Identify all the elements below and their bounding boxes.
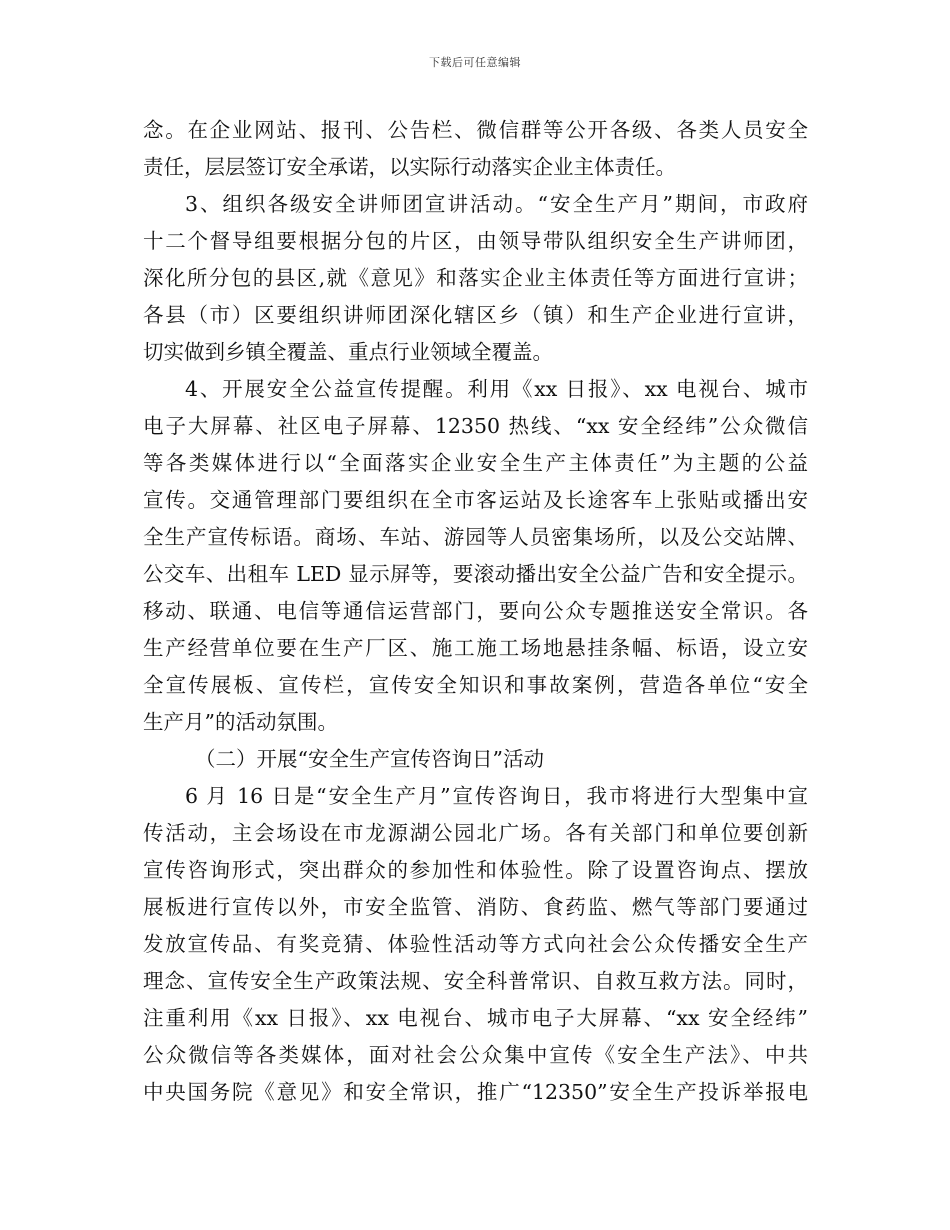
text-line: 全生产宣传标语。商场、车站、游园等人员密集场所，以及公交站牌、 [143,525,808,549]
section-heading: （二）开展“安全生产宣传咨询日”活动 [195,747,544,771]
page-header: 下载后可任意编辑 [429,56,521,69]
text-line: 公交车、出租车 LED 显示屏等，要滚动播出安全公益广告和安全提示。 [143,562,808,586]
text-line: 展板进行宣传以外，市安全监管、消防、食药监、燃气等部门要通过 [143,895,808,919]
text-line: 生产月”的活动氛围。 [143,710,338,734]
text-line: 十二个督导组要根据分包的片区，由领导带队组织安全生产讲师团， [143,229,808,253]
text-line: 注重利用《xx 日报》、xx 电视台、城市电子大屏幕、“xx 安全经纬” [143,1006,808,1030]
text-line: 电子大屏幕、社区电子屏幕、12350 热线、“xx 安全经纬”公众微信 [143,414,808,438]
text-line: 切实做到乡镇全覆盖、重点行业领域全覆盖。 [143,340,553,364]
text-line: 各县（市）区要组织讲师团深化辖区乡（镇）和生产企业进行宣讲， [143,303,808,327]
text-line: 6 月 16 日是“安全生产月”宣传咨询日，我市将进行大型集中宣 [185,784,808,808]
text-line: 等各类媒体进行以“全面落实企业安全生产主体责任”为主题的公益 [143,451,808,475]
text-line: 3、组织各级安全讲师团宣讲活动。“安全生产月”期间，市政府 [185,192,808,216]
text-line: 念。在企业网站、报刊、公告栏、微信群等公开各级、各类人员安全 [143,118,808,142]
text-line: 移动、联通、电信等通信运营部门，要向公众专题推送安全常识。各 [143,599,808,623]
text-line: 全宣传展板、宣传栏，宣传安全知识和事故案例，营造各单位“安全 [143,673,808,697]
text-line: 宣传咨询形式，突出群众的参加性和体验性。除了设置咨询点、摆放 [143,858,808,882]
text-line: 传活动，主会场设在市龙源湖公园北广场。各有关部门和单位要创新 [143,821,808,845]
text-line: 公众微信等各类媒体，面对社会公众集中宣传《安全生产法》、中共 [143,1043,808,1067]
text-line: 4、开展安全公益宣传提醒。利用《xx 日报》、xx 电视台、城市 [185,377,808,401]
text-line: 发放宣传品、有奖竞猜、体验性活动等方式向社会公众传播安全生产 [143,932,808,956]
text-line: 责任，层层签订安全承诺，以实际行动落实企业主体责任。 [143,155,676,179]
text-line: 生产经营单位要在生产厂区、施工施工场地悬挂条幅、标语，设立安 [143,636,808,660]
text-line: 中央国务院《意见》和安全常识，推广“12350”安全生产投诉举报电 [143,1080,808,1104]
text-line: 宣传。交通管理部门要组织在全市客运站及长途客车上张贴或播出安 [143,488,808,512]
document-body [143,112,808,1111]
text-line: 深化所分包的县区,就《意见》和落实企业主体责任等方面进行宣讲； [143,266,808,290]
text-line: 理念、宣传安全生产政策法规、安全科普常识、自救互救方法。同时， [143,969,808,993]
